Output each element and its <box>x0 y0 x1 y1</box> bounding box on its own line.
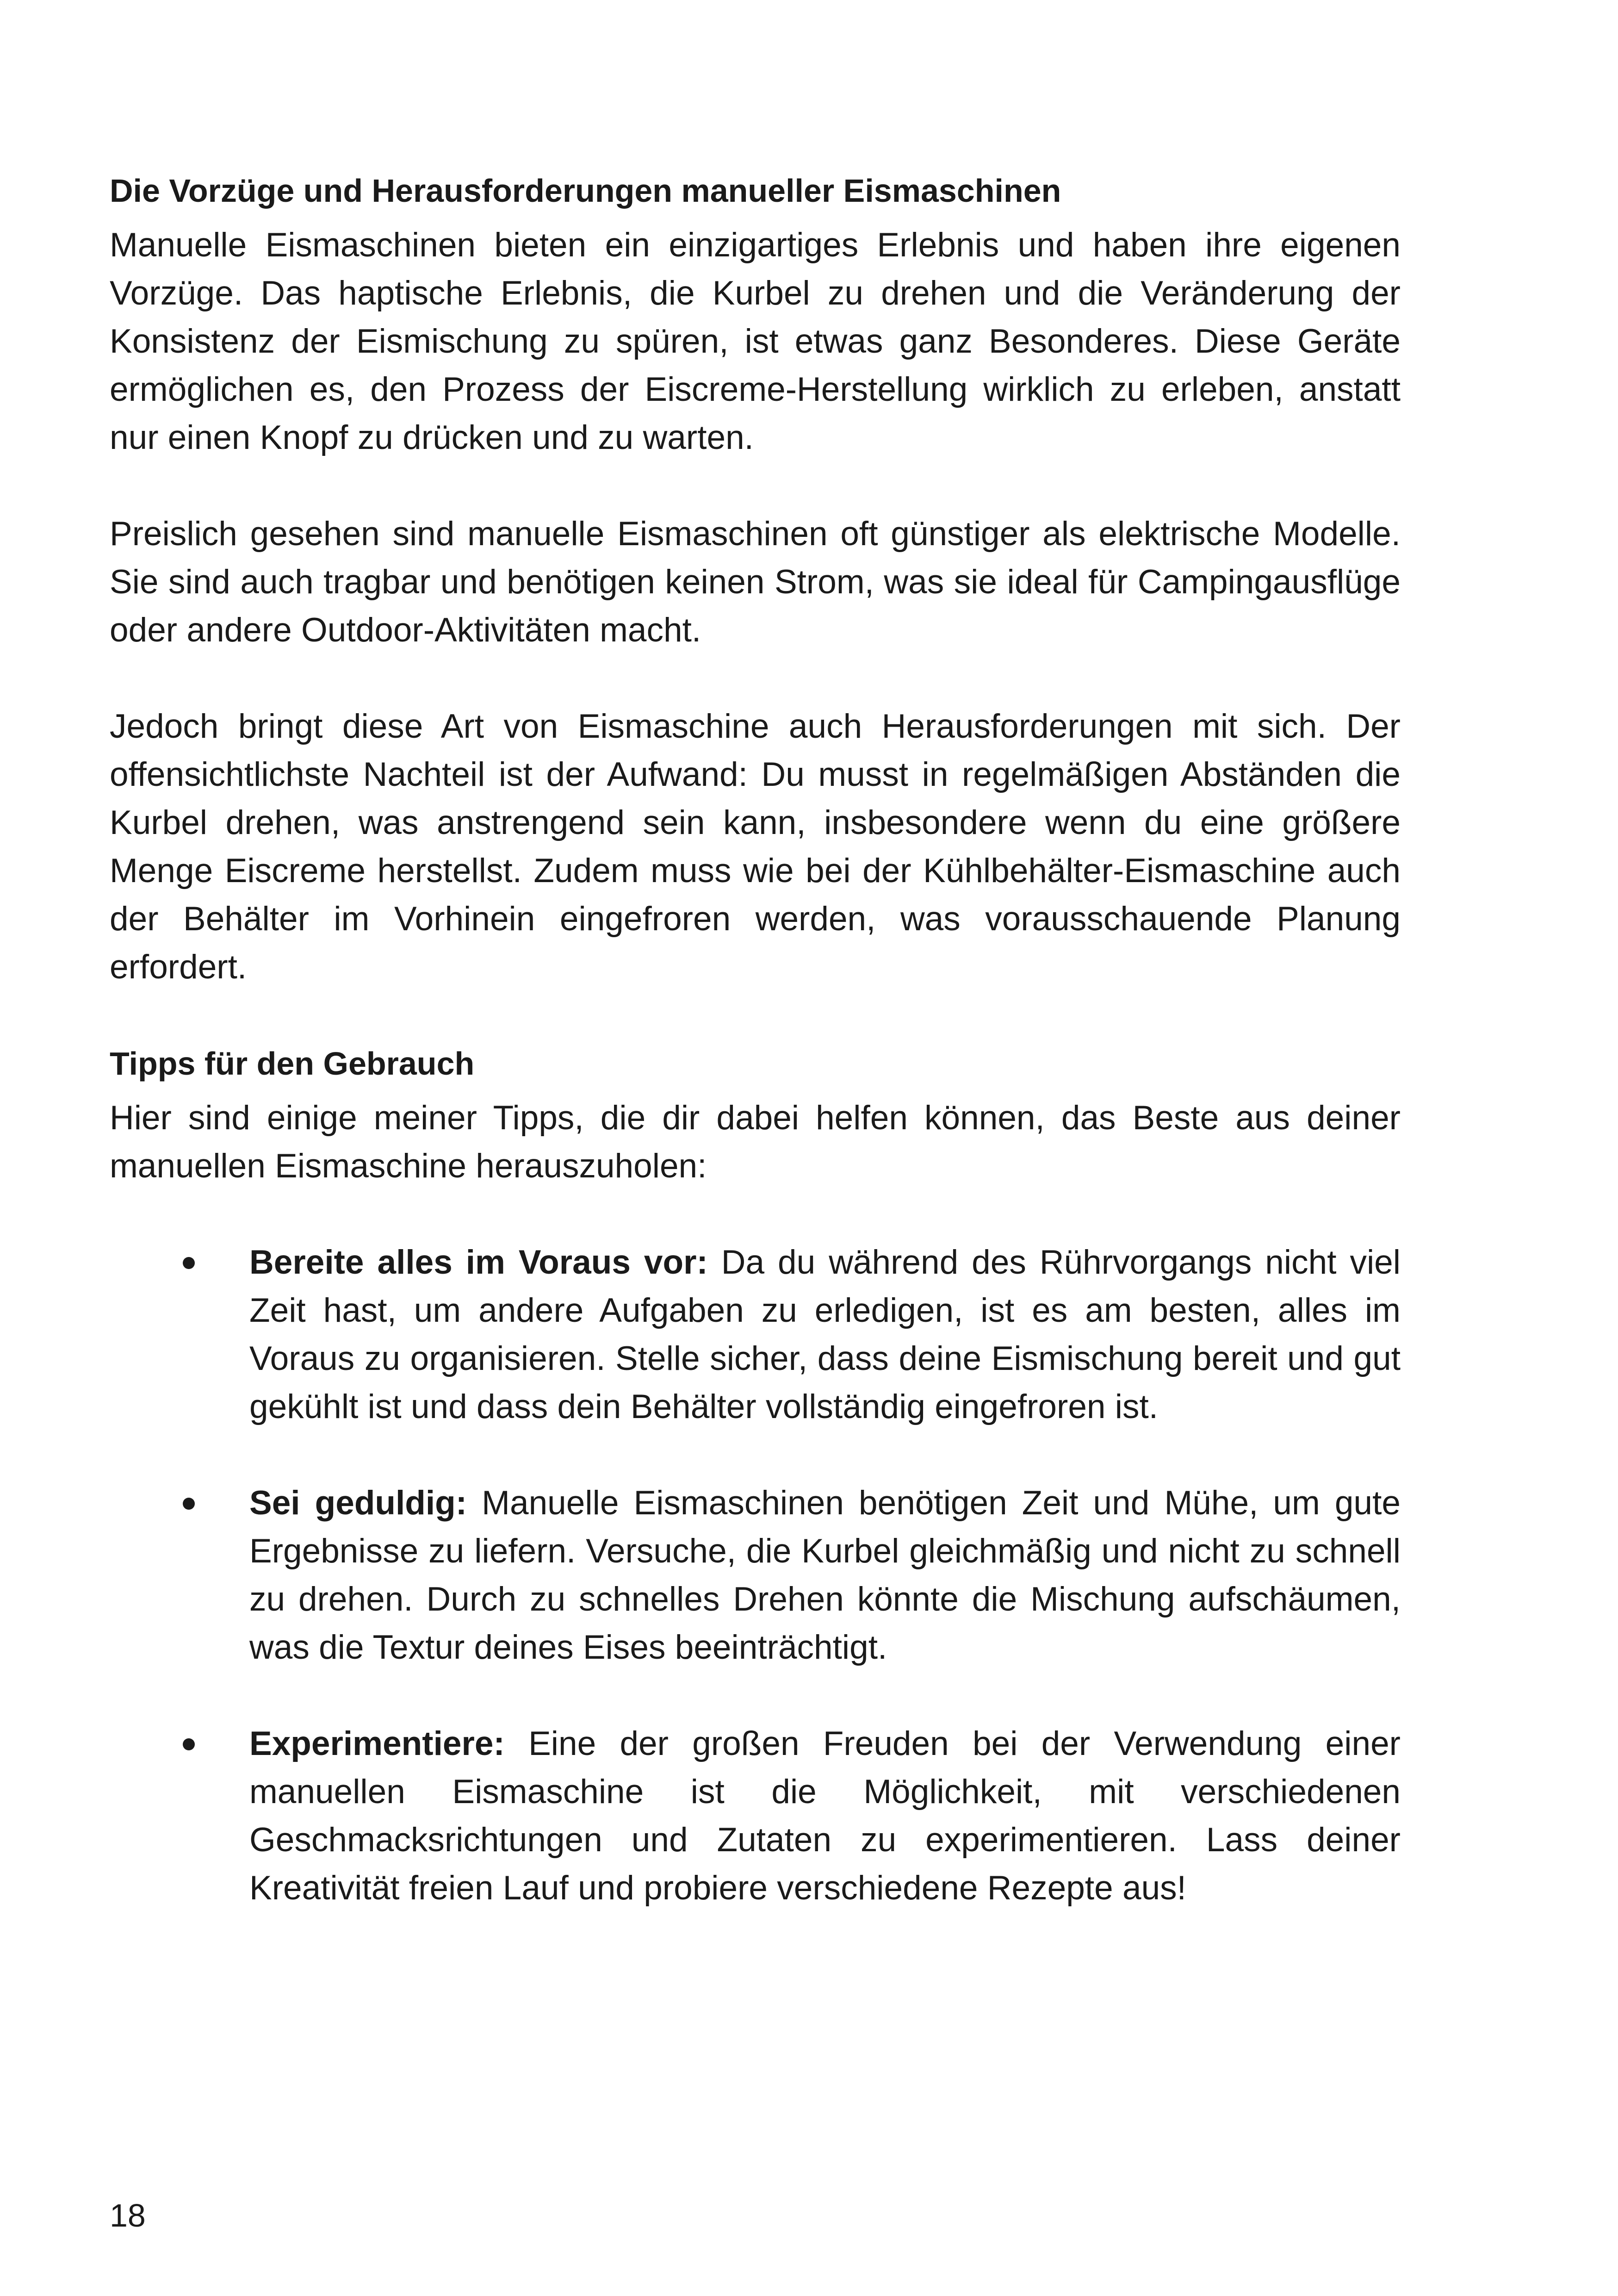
tip-text: Eine der großen Freuden bei der Verwendung einer manuellen Eismaschine ist die Möglichkeit, mit verschiedenen Geschmacksrichtungen und Zutaten zu experimentieren. Lass deiner Kreativität freien Lauf und probiere verschiedene Rezepte aus! <box>249 1725 1401 1907</box>
list-item <box>110 1238 1401 1431</box>
paragraph-herausforderungen: Jedoch bringt diese Art von Eismaschine auch Herausforderungen mit sich. Der offensichtlichste Nachteil ist der Aufwand: Du musst in regelmäßigen Abständen die Kurbel drehen, was anstrengend sein kann, insbesondere wenn du eine größere Menge Eiscreme herstellst. Zudem muss wie bei der Kühlbehälter-Eismaschine auch der Behälter im Vorhinein eingefroren werden, was vorausschauende Planung erfordert. <box>110 708 1401 986</box>
section-heading-tipps: Tipps für den Gebrauch <box>110 1045 475 1082</box>
paragraph-tipps-intro: Hier sind einige meiner Tipps, die dir dabei helfen können, das Beste aus deiner manuellen Eismaschine herauszuholen: <box>110 1099 1401 1185</box>
bullet-icon <box>183 1498 195 1510</box>
paragraph-preis: Preislich gesehen sind manuelle Eismaschinen oft günstiger als elektrische Modelle. Sie sind auch tragbar und benötigen keinen Strom, was sie ideal für Campingausflüge oder andere Outdoor-Aktivitäten macht. <box>110 515 1401 649</box>
tip-term: Bereite alles im Voraus vor: <box>249 1244 708 1281</box>
section-heading-vorzuege: Die Vorzüge und Herausforderungen manueller Eismaschinen <box>110 173 1061 209</box>
list-item <box>110 1720 1401 1912</box>
bullet-icon <box>183 1257 195 1269</box>
tip-term: Sei geduldig: <box>249 1484 467 1522</box>
tip-text: Manuelle Eismaschinen benötigen Zeit und Mühe, um gute Ergebnisse zu liefern. Versuche, die Kurbel gleichmäßig und nicht zu schnell zu drehen. Durch zu schnelles Drehen könnte die Mischung aufschäumen, was die Textur deines Eises beeinträchtigt. <box>249 1484 1401 1666</box>
bullet-icon <box>183 1738 195 1750</box>
page-content <box>110 167 1401 1960</box>
tips-list <box>110 1238 1401 1912</box>
tip-text: Da du während des Rührvorgangs nicht viel Zeit hast, um andere Aufgaben zu erledigen, ist es am besten, alles im Voraus zu organisieren. Stelle sicher, dass deine Eismischung bereit und gut gekühlt ist und dass dein Behälter vollständig eingefroren ist. <box>249 1244 1401 1425</box>
paragraph-erlebnis: Manuelle Eismaschinen bieten ein einzigartiges Erlebnis und haben ihre eigenen Vorzüge. Das haptische Erlebnis, die Kurbel zu drehen und die Veränderung der Konsistenz der Eismischung zu spüren, ist etwas ganz Besonderes. Diese Geräte ermöglichen es, den Prozess der Eiscreme-Herstellung wirklich zu erleben, anstatt nur einen Knopf zu drücken und zu warten. <box>110 226 1401 456</box>
tip-term: Experimentiere: <box>249 1725 505 1762</box>
page-number: 18 <box>110 2197 146 2234</box>
list-item <box>110 1479 1401 1672</box>
